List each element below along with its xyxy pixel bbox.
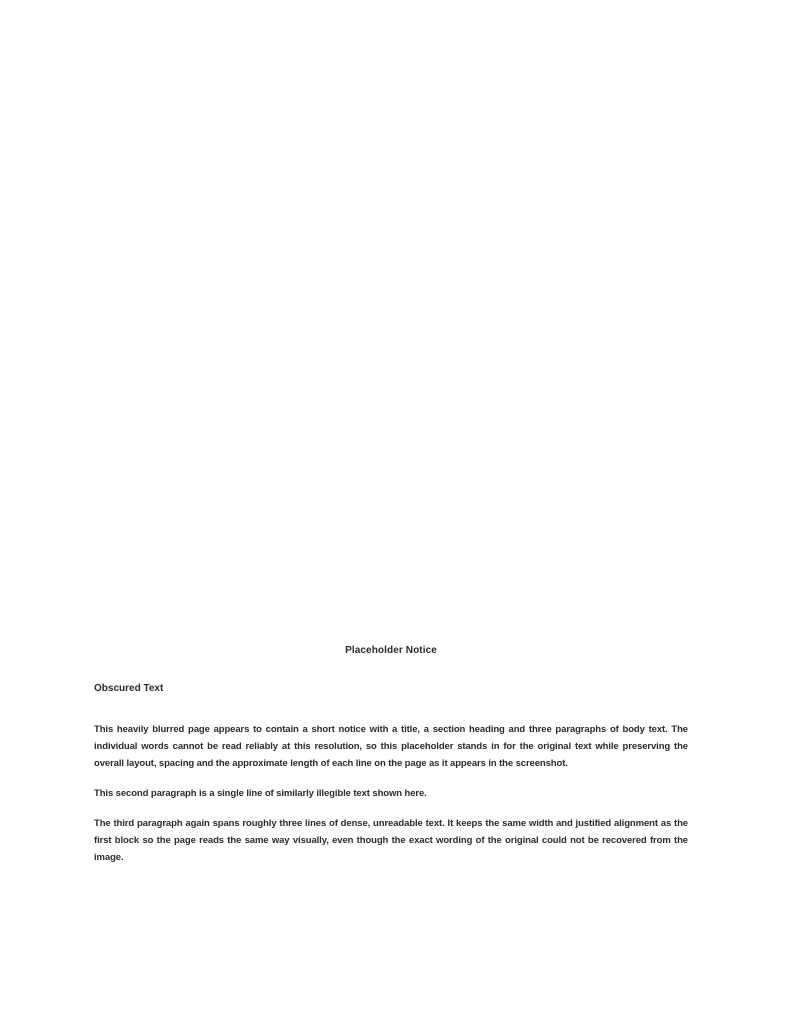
document-title: Placeholder Notice [345,645,437,656]
section-heading: Obscured Text [94,683,164,694]
paragraph-3: The third paragraph again spans roughly three lines of dense, unreadable text. It keeps the same width and justified alignment as the first block so the page reads the same way visually, even though the exact wording of the original could not be recovered from the image. [94,818,688,863]
paragraph-2: This second paragraph is a single line of similarly illegible text shown here. [94,788,427,799]
document-body [94,645,688,879]
paragraph-1: This heavily blurred page appears to contain a short notice with a title, a section heading and three paragraphs of body text. The individual words cannot be read reliably at this resolution, so this placeholder stands in for the original text while preserving the overall layout, spacing and the approximate length of each line on the page as it appears in the screenshot. [94,724,688,769]
